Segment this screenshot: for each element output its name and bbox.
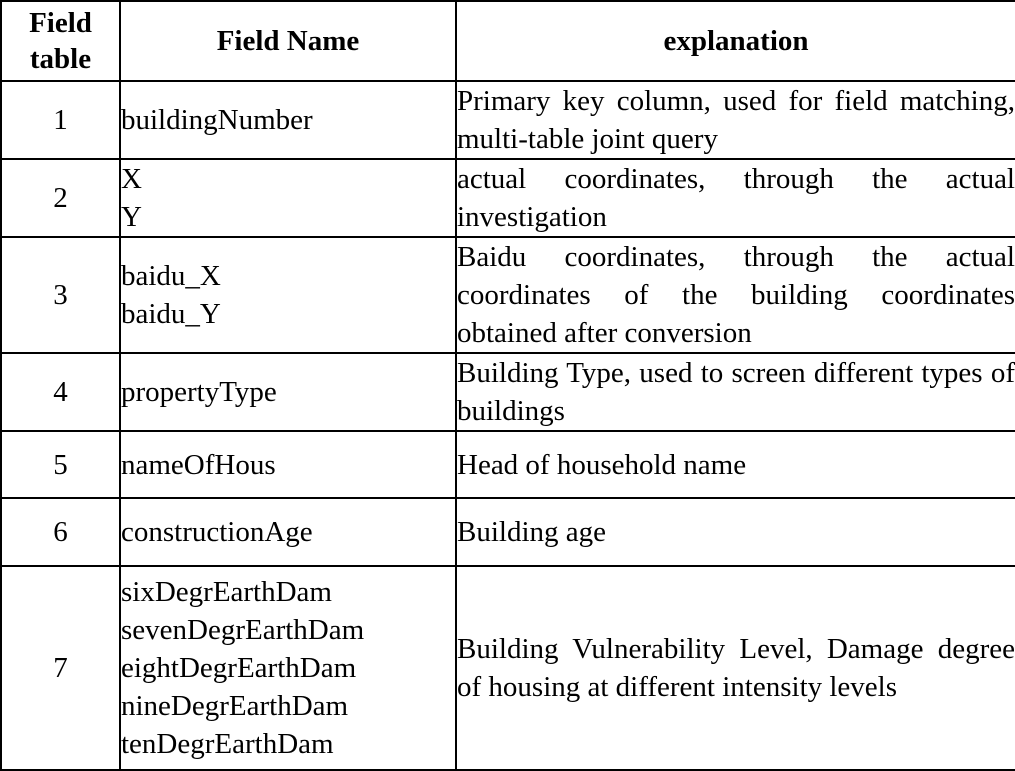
- field-name-cell: X Y: [120, 159, 456, 237]
- explanation-cell: [456, 498, 1015, 566]
- table-row: [1, 353, 1015, 431]
- header-field-table: [1, 1, 120, 81]
- row-number: 7: [1, 566, 120, 770]
- explanation-text: Building age: [457, 516, 607, 548]
- table-row: [1, 81, 1015, 159]
- field-name-cell: baidu_X baidu_Y: [120, 237, 456, 353]
- header-field-name: Field Name: [120, 1, 456, 81]
- row-number: 6: [1, 498, 120, 566]
- table-row: [1, 498, 1015, 566]
- explanation-text: Head of household name: [457, 448, 747, 481]
- table-row: [1, 159, 1015, 237]
- field-name-cell: constructionAge: [120, 498, 456, 566]
- header-field-table-label: Field table: [29, 7, 92, 75]
- explanation-cell: [456, 237, 1015, 353]
- table-row: [1, 237, 1015, 353]
- field-name-cell: sixDegrEarthDam sevenDegrEarthDam eightDegrEarthDam nineDegrEarthDam tenDegrEarthDam: [120, 566, 456, 770]
- explanation-cell: [456, 431, 1015, 498]
- explanation-text: Building Type, used to screen different types of buildings: [457, 357, 1015, 427]
- row-number: 3: [1, 237, 120, 353]
- field-name-cell: propertyType: [120, 353, 456, 431]
- row-number: 2: [1, 159, 120, 237]
- row-number: 1: [1, 81, 120, 159]
- explanation-text: Building Vulnerability Level, Damage degree of housing at different intensity levels: [457, 633, 1015, 703]
- table-row: [1, 566, 1015, 770]
- row-number: 4: [1, 353, 120, 431]
- field-name-cell: buildingNumber: [120, 81, 456, 159]
- header-explanation: explanation: [456, 1, 1015, 81]
- header-row: [1, 1, 1015, 81]
- explanation-text: Baidu coordinates, through the actual coordinates of the building coordinates obtained after conversion: [457, 241, 1015, 349]
- row-number: 5: [1, 431, 120, 498]
- explanation-cell: [456, 353, 1015, 431]
- field-name-cell: nameOfHous: [120, 431, 456, 498]
- explanation-cell: [456, 81, 1015, 159]
- explanation-cell: [456, 159, 1015, 237]
- table-row: [1, 431, 1015, 498]
- explanation-cell: [456, 566, 1015, 770]
- explanation-text: actual coordinates, through the actual investigation: [457, 163, 1015, 233]
- explanation-text: Primary key column, used for field matching, multi-table joint query: [457, 85, 1015, 155]
